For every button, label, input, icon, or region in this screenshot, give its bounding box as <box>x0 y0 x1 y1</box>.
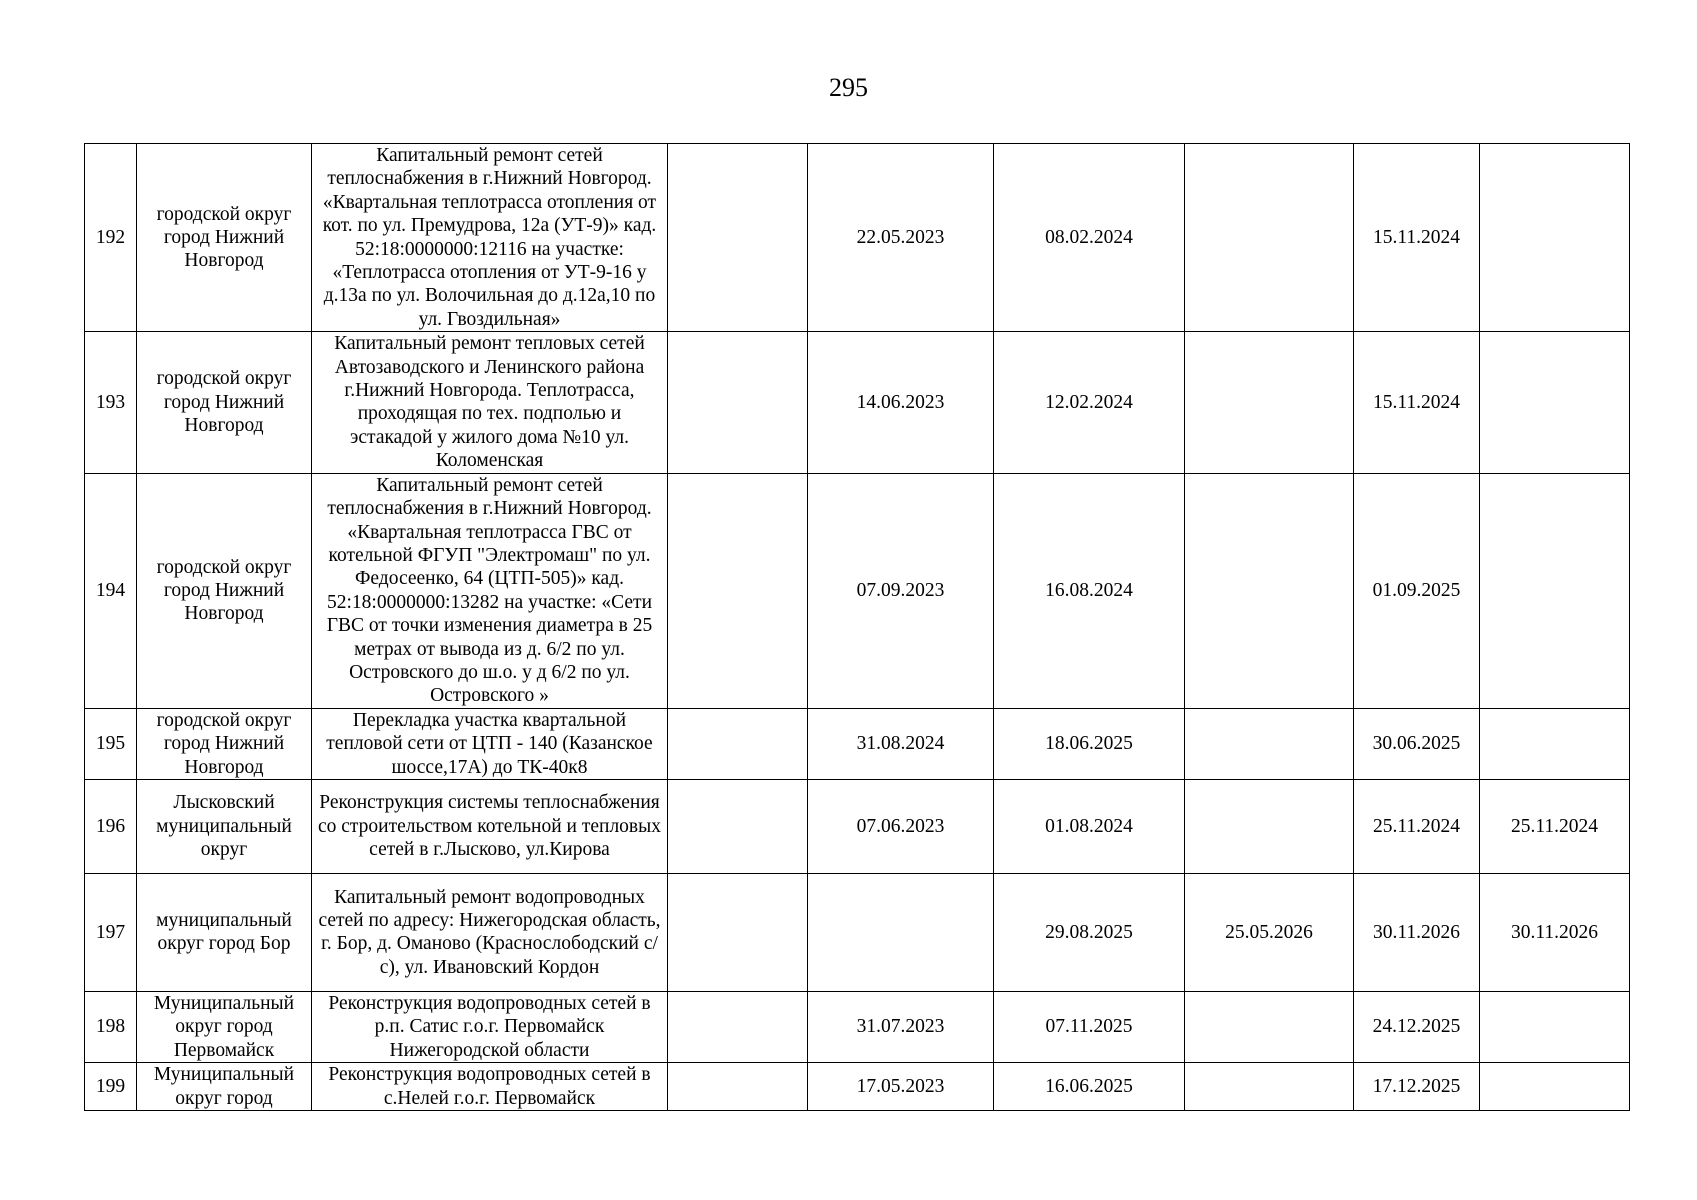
column-7-date-cell <box>1185 991 1354 1062</box>
column-4-cell <box>668 1063 808 1111</box>
row-number: 196 <box>85 779 137 873</box>
description-cell: Перекладка участка квартальной тепловой сети от ЦТП - 140 (Казанское шоссе,17А) до ТК-40к8 <box>312 708 668 779</box>
column-7-date-cell <box>1185 708 1354 779</box>
column-7-date-cell <box>1185 779 1354 873</box>
municipality-cell: Муниципальный округ город Первомайск <box>137 991 312 1062</box>
row-number: 199 <box>85 1063 137 1111</box>
table-row <box>85 708 1630 779</box>
municipality-cell: Лысковский муниципальный округ <box>137 779 312 873</box>
row-number: 197 <box>85 873 137 991</box>
column-7-date-cell <box>1185 1063 1354 1111</box>
column-4-cell <box>668 991 808 1062</box>
column-6-date-cell: 08.02.2024 <box>994 144 1185 332</box>
registry-table <box>84 143 1630 1111</box>
column-5-date-cell: 14.06.2023 <box>808 332 994 473</box>
column-5-date-cell <box>808 873 994 991</box>
column-9-date-cell <box>1480 708 1630 779</box>
municipality-cell: Муниципальный округ город <box>137 1063 312 1111</box>
column-9-date-cell <box>1480 332 1630 473</box>
description-cell: Реконструкция водопроводных сетей в с.Нелей г.о.г. Первомайск <box>312 1063 668 1111</box>
column-6-date-cell: 29.08.2025 <box>994 873 1185 991</box>
column-8-date-cell: 24.12.2025 <box>1354 991 1480 1062</box>
column-6-date-cell: 01.08.2024 <box>994 779 1185 873</box>
description-cell: Капитальный ремонт тепловых сетей Автозаводского и Ленинского района г.Нижний Новгорода. Теплотрасса, проходящая по тех. подполью и эстакадой у жилого дома №10 ул. Коломенская <box>312 332 668 473</box>
column-9-date-cell <box>1480 1063 1630 1111</box>
municipality-cell: городской округ город Нижний Новгород <box>137 708 312 779</box>
column-4-cell <box>668 144 808 332</box>
column-9-date-cell <box>1480 991 1630 1062</box>
table-row <box>85 144 1630 332</box>
column-9-date-cell <box>1480 144 1630 332</box>
row-number: 192 <box>85 144 137 332</box>
column-7-date-cell <box>1185 332 1354 473</box>
column-9-date-cell: 30.11.2026 <box>1480 873 1630 991</box>
column-8-date-cell: 30.06.2025 <box>1354 708 1480 779</box>
column-6-date-cell: 16.08.2024 <box>994 473 1185 708</box>
description-cell: Реконструкция водопроводных сетей в р.п. Сатис г.о.г. Первомайск Нижегородской области <box>312 991 668 1062</box>
column-4-cell <box>668 332 808 473</box>
column-8-date-cell: 15.11.2024 <box>1354 332 1480 473</box>
column-5-date-cell: 22.05.2023 <box>808 144 994 332</box>
column-9-date-cell <box>1480 473 1630 708</box>
column-6-date-cell: 12.02.2024 <box>994 332 1185 473</box>
municipality-cell: муниципальный округ город Бор <box>137 873 312 991</box>
row-number: 198 <box>85 991 137 1062</box>
table-row <box>85 991 1630 1062</box>
column-5-date-cell: 31.07.2023 <box>808 991 994 1062</box>
description-cell: Капитальный ремонт сетей теплоснабжения в г.Нижний Новгород. «Квартальная теплотрасса ГВС от котельной ФГУП "Электромаш" по ул. Федосеенко, 64 (ЦТП-505)» кад. 52:18:0000000:13282 на участке: «Сети ГВС от точки изменения диаметра в 25 метрах от вывода из д. 6/2 по ул. Островского до ш.о. у д 6/2 по ул. Островского » <box>312 473 668 708</box>
description-cell: Капитальный ремонт водопроводных сетей по адресу: Нижегородская область, г. Бор, д. Оманово (Краснослободский с/с), ул. Ивановский Кордон <box>312 873 668 991</box>
column-4-cell <box>668 473 808 708</box>
column-9-date-cell: 25.11.2024 <box>1480 779 1630 873</box>
column-8-date-cell: 25.11.2024 <box>1354 779 1480 873</box>
column-7-date-cell: 25.05.2026 <box>1185 873 1354 991</box>
column-6-date-cell: 07.11.2025 <box>994 991 1185 1062</box>
column-4-cell <box>668 779 808 873</box>
row-number: 194 <box>85 473 137 708</box>
column-8-date-cell: 01.09.2025 <box>1354 473 1480 708</box>
column-5-date-cell: 07.06.2023 <box>808 779 994 873</box>
column-8-date-cell: 17.12.2025 <box>1354 1063 1480 1111</box>
column-6-date-cell: 18.06.2025 <box>994 708 1185 779</box>
municipality-cell: городской округ город Нижний Новгород <box>137 473 312 708</box>
column-4-cell <box>668 708 808 779</box>
table-row <box>85 873 1630 991</box>
page-number: 295 <box>829 73 868 102</box>
column-5-date-cell: 31.08.2024 <box>808 708 994 779</box>
municipality-cell: городской округ город Нижний Новгород <box>137 332 312 473</box>
column-7-date-cell <box>1185 473 1354 708</box>
municipality-cell: городской округ город Нижний Новгород <box>137 144 312 332</box>
table-row <box>85 779 1630 873</box>
row-number: 195 <box>85 708 137 779</box>
table-row <box>85 473 1630 708</box>
column-7-date-cell <box>1185 144 1354 332</box>
column-4-cell <box>668 873 808 991</box>
description-cell: Капитальный ремонт сетей теплоснабжения в г.Нижний Новгород. «Квартальная теплотрасса отопления от кот. по ул. Премудрова, 12а (УТ-9)» кад. 52:18:0000000:12116 на участке: «Теплотрасса отопления от УТ-9-16 у д.13а по ул. Волочильная до д.12а,10 по ул. Гвоздильная» <box>312 144 668 332</box>
column-5-date-cell: 07.09.2023 <box>808 473 994 708</box>
description-cell: Реконструкция системы теплоснабжения со строительством котельной и тепловых сетей в г.Лысково, ул.Кирова <box>312 779 668 873</box>
column-8-date-cell: 30.11.2026 <box>1354 873 1480 991</box>
column-6-date-cell: 16.06.2025 <box>994 1063 1185 1111</box>
row-number: 193 <box>85 332 137 473</box>
table-row <box>85 332 1630 473</box>
column-5-date-cell: 17.05.2023 <box>808 1063 994 1111</box>
column-8-date-cell: 15.11.2024 <box>1354 144 1480 332</box>
table-row <box>85 1063 1630 1111</box>
